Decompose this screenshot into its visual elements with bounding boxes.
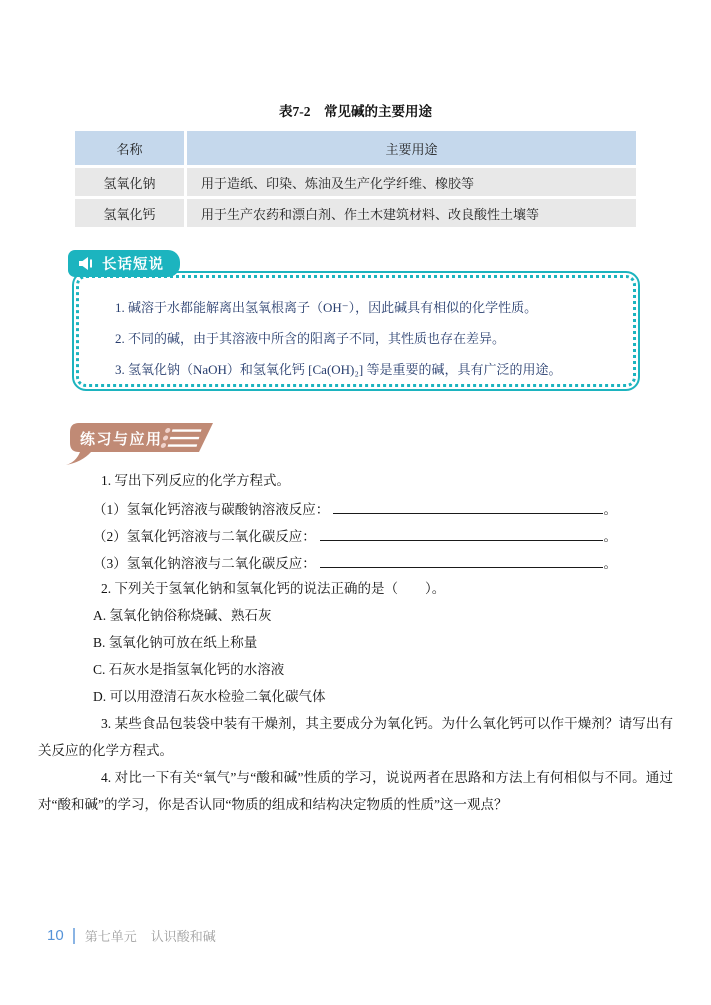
callout-content: [76, 275, 636, 387]
megaphone-icon: [78, 256, 95, 271]
footer-chapter: 认识酸和碱: [150, 929, 216, 944]
callout-point: 1. 碱溶于水都能解离出氢氧根离子（OH⁻），因此碱具有相似的化学性质。: [115, 300, 538, 315]
callout-point: 2. 不同的碱，由于其溶液中所含的阳离子不同，其性质也存在差异。: [115, 331, 506, 346]
blank-suffix: 。: [603, 502, 617, 517]
question-3: 3. 某些食品包装袋中装有干燥剂，其主要成分为氧化钙。为什么氧化钙可以作干燥剂？请写出有关反应的化学方程式。: [38, 716, 673, 758]
question-2: 2. 下列关于氢氧化钠和氢氧化钙的说法正确的是（ ）。: [101, 581, 446, 596]
uses-table-section: [75, 100, 636, 227]
blank-suffix: 。: [603, 556, 617, 571]
exercises-banner-title: 练习与应用: [80, 431, 163, 448]
question-2-option-a: A. 氢氧化钠俗称烧碱、熟石灰: [93, 608, 272, 623]
exercises-section: [38, 467, 673, 818]
question-1-item: [38, 548, 673, 575]
question-4: 4. 对比一下有关“氧气”与“酸和碱”性质的学习，说说两者在思路和方法上有何相似与不同。通过对“酸和碱”的学习，你是否认同“物质的组成和结构决定物质的性质”这一观点？: [38, 770, 673, 812]
table-row-use: 用于生产农药和漂白剂、作土木建筑材料、改良酸性土壤等: [187, 199, 636, 227]
table-row-name: 氢氧化钠: [75, 168, 184, 196]
footer-unit: 第七单元: [84, 929, 137, 944]
callout-point: 3. 氢氧化钠（NaOH）和氢氧化钙 [Ca(OH)₂] 等是重要的碱，具有广泛的用途。: [115, 362, 562, 377]
question-1-item: [38, 521, 673, 548]
page-footer: [47, 926, 216, 945]
page-number: 10: [47, 927, 64, 944]
table-header-use: 主要用途: [187, 131, 636, 165]
uses-table: [75, 131, 636, 227]
blank-label: （2）氢氧化钙溶液与二氧化碳反应：: [93, 529, 316, 544]
question-2-option-d: D. 可以用澄清石灰水检验二氧化碳气体: [93, 689, 326, 704]
answer-blank-line: [320, 521, 603, 541]
answer-blank-line: [320, 548, 603, 568]
question-1: 1. 写出下列反应的化学方程式。: [101, 473, 290, 488]
table-row-name: 氢氧化钙: [75, 199, 184, 227]
callout-box: [72, 271, 640, 391]
table-header-name: 名称: [75, 131, 184, 165]
callout-tab: [68, 250, 180, 277]
answer-blank-line: [333, 494, 602, 514]
blank-label: （3）氢氧化钠溶液与二氧化碳反应：: [93, 556, 316, 571]
question-2-option-c: C. 石灰水是指氢氧化钙的水溶液: [93, 662, 285, 677]
question-1-item: [38, 494, 673, 521]
question-2-option-b: B. 氢氧化钠可放在纸上称量: [93, 635, 258, 650]
blank-suffix: 。: [603, 529, 617, 544]
blank-label: （1）氢氧化钙溶液与碳酸钠溶液反应：: [93, 502, 330, 517]
table-title: 表7-2 常见碱的主要用途: [279, 104, 432, 119]
table-row-use: 用于造纸、印染、炼油及生产化学纤维、橡胶等: [187, 168, 636, 196]
footer-divider: [73, 928, 75, 944]
callout-title: 长话短说: [102, 257, 164, 273]
exercises-banner: [64, 419, 234, 467]
